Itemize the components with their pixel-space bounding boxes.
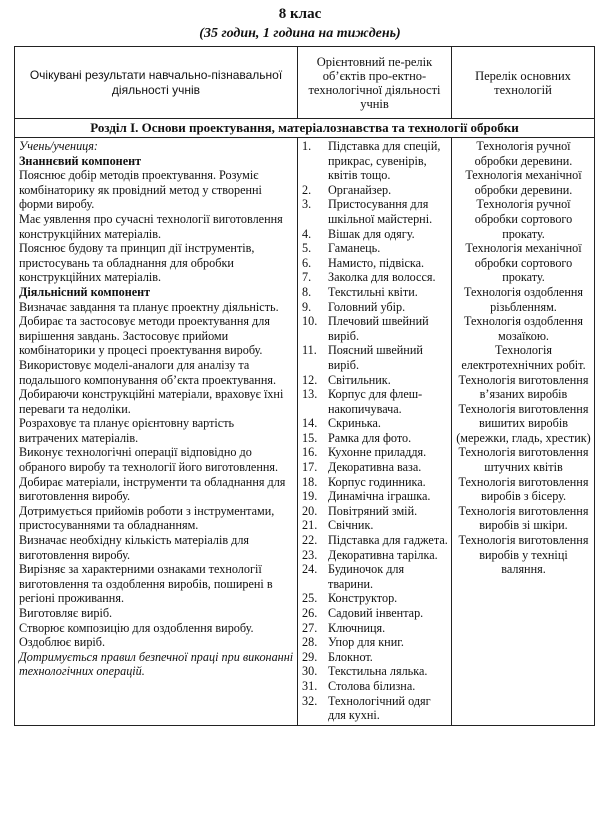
object-item [302,664,448,679]
object-item [302,679,448,694]
object-text: Декоративна тарілка. [328,547,438,562]
object-item [302,635,448,650]
section-row [15,119,595,138]
result-item: Дотримується правил безпечної праці при виконанні технологічних операцій. [19,649,294,679]
result-item: Учень/учениця: [19,139,98,153]
result-item: Добирає та застосовує методи проектування для вирішення завдань. Застосовує прийоми комбінаторики у процесі проектування виробу. [19,314,270,358]
technology-item: Технологія електротехнічних робіт. [461,343,586,372]
object-number: 9. [302,299,312,314]
object-text: Намисто, підвіска. [328,255,425,270]
result-item: Використовує моделі-аналоги для аналізу та подальшого компонування об’єкта проектування. [19,357,277,387]
header-row [15,47,595,119]
object-number: 15. [302,430,318,445]
object-number: 6. [302,255,312,270]
results-cell [15,138,298,726]
object-number: 25. [302,591,318,606]
curriculum-table [14,46,595,726]
object-item [302,475,448,490]
object-text: Текстильна лялька. [328,664,428,679]
result-item: Визначає завдання та планує проектну діяльність. [19,299,279,314]
object-number: 23. [302,547,318,562]
object-item [302,504,448,519]
object-text: Корпус для флеш-накопичувача. [328,387,423,416]
page-subtitle: (35 годин, 1 година на тиждень) [199,26,401,41]
object-item [302,548,448,563]
object-text: Ключниця. [328,620,386,635]
object-number: 20. [302,503,318,518]
column-header-objects: Орієнтовний пе-релік об’єктів про-ектно-технологічної діяльності учнів [298,47,452,119]
technology-item: Технологія ручної обробки сортового прокату. [474,197,573,241]
object-number: 32. [302,693,318,708]
object-text: Столова білизна. [328,678,416,693]
object-text: Поясний швейний виріб. [328,343,423,372]
object-number: 1. [302,139,312,153]
object-text: Корпус годинника. [328,474,426,489]
object-number: 7. [302,270,312,285]
object-item [302,621,448,636]
object-text: Динамічна іграшка. [328,489,431,504]
object-number: 19. [302,489,318,504]
object-text: Повітряний змій. [328,503,418,518]
object-text: Свічник. [328,518,374,533]
object-item [302,227,448,242]
object-item [302,445,448,460]
object-number: 24. [302,562,318,577]
object-number: 10. [302,314,318,329]
object-item [302,183,448,198]
result-item: Визначає необхідну кількість матеріалів для виготовлення виробу. [19,533,250,562]
technologies-cell [452,138,595,726]
object-item [302,241,448,256]
result-item: Пояснює будову та принцип дії інструментів, пристосувань та обладнання для обробки конструкційних матеріалів. [19,241,255,285]
object-item [302,387,448,416]
object-item [302,416,448,431]
technology-item: Технологія оздоблення мозаїкою. [463,314,583,343]
objects-list [302,139,448,723]
object-number: 12. [302,372,318,387]
object-number: 28. [302,635,318,650]
technology-item: Технологія виготовлення виробів з бісеру. [458,474,589,504]
object-item [302,314,448,343]
object-item [302,197,448,226]
technology-item: Технологія механічної обробки сортового прокату. [465,241,582,285]
component-heading: Діяльнісний компонент [19,284,151,299]
object-item [302,694,448,723]
object-item [302,373,448,388]
object-number: 4. [302,226,312,241]
object-text: Технологічний одяг для кухні. [328,693,431,723]
object-item [302,562,448,591]
result-item: Розраховує та планує орієнтовну вартість витрачених матеріалів. [19,416,235,445]
technology-item: Технологія оздоблення різьбленням. [463,284,583,314]
object-number: 22. [302,533,318,548]
object-number: 21. [302,518,318,533]
object-number: 2. [302,182,312,197]
object-text: Рамка для фото. [328,430,412,445]
result-item: Виконує технологічні операції відповідно до обраного виробу та технології його виготовлення. [19,445,279,475]
technology-item: Технологія виготовлення вишитих виробів (мережки, гладь, хрестик) [456,401,591,445]
technology-item: Технологія ручної обробки деревини. [474,139,573,168]
object-text: Скринька. [328,416,381,431]
object-item [302,591,448,606]
object-item [302,518,448,533]
object-number: 3. [302,197,312,212]
object-number: 26. [302,606,318,620]
object-text: Садовий інвентар. [328,606,424,620]
object-text: Підставка для спецій, прикрас, сувенірів, квітів тощо. [328,139,441,183]
object-number: 29. [302,649,318,664]
object-item [302,533,448,548]
object-item [302,256,448,271]
object-text: Конструктор. [328,591,398,606]
object-text: Головний убір. [328,299,406,314]
result-item: Створює композицію для оздоблення виробу. Оздоблює виріб. [19,620,254,650]
objects-cell [298,138,452,726]
object-item [302,489,448,504]
technology-item: Технологія виготовлення штучних квітів [458,445,589,475]
object-number: 30. [302,664,318,679]
object-number: 17. [302,460,318,475]
object-text: Плечовий швейний виріб. [328,314,429,343]
result-item: Добирає матеріали, інструменти та обладнання для виготовлення виробу. [19,474,286,504]
technology-item: Технологія виготовлення в’язаних виробів [458,372,589,402]
object-text: Гаманець. [328,241,381,256]
object-text: Будиночок для тварини. [328,562,405,591]
result-item: Виготовляє виріб. [19,606,113,620]
object-text: Декоративна ваза. [328,460,422,475]
object-number: 27. [302,620,318,635]
column-header-results: Очікувані результати навчально-пізнавальної діяльності учнів [15,47,298,119]
object-item [302,285,448,300]
component-heading: Знаннєвий компонент [19,153,142,168]
section-title: Розділ І. Основи проектування, матеріалознавства та технології обробки [15,119,595,138]
object-text: Вішак для одягу. [328,226,415,241]
object-item [302,606,448,621]
object-item [302,431,448,446]
object-text: Блокнот. [328,649,373,664]
column-header-technologies: Перелік основних технологій [452,47,595,119]
object-number: 13. [302,387,318,402]
object-item [302,650,448,665]
object-text: Підставка для гаджета. [328,533,448,548]
object-text: Пристосування для шкільної майстерні. [328,197,433,226]
content-row [15,138,595,726]
object-item [302,139,448,183]
object-number: 14. [302,416,318,431]
object-item [302,270,448,285]
technology-item: Технологія механічної обробки деревини. [465,168,582,197]
result-item: Дотримується прийомів роботи з інструментами, пристосуваннями та обладнанням. [19,503,275,533]
result-item: Добираючи конструкційні матеріали, враховує їхні переваги та недоліки. [19,387,284,416]
object-text: Заколка для волосся. [328,270,436,285]
object-text: Кухонне приладдя. [328,445,427,460]
object-text: Органайзер. [328,182,392,197]
object-item [302,300,448,315]
result-item: Пояснює добір методів проектування. Розуміє комбінаторику як провідний метод у створенні форми виробу. [19,168,262,212]
result-item: Має уявлення про сучасні технології виготовлення конструкційних матеріалів. [19,211,283,241]
object-item [302,343,448,372]
object-number: 8. [302,284,312,299]
object-number: 5. [302,241,312,256]
page-title: 8 клас [278,6,322,22]
technology-item: Технологія виготовлення виробів зі шкіри. [458,503,589,533]
result-item: Вирізняє за характерними ознаками технології виготовлення та оздоблення виробів, поширені в регіоні проживання. [19,562,273,606]
object-item [302,460,448,475]
object-number: 31. [302,678,318,693]
object-number: 16. [302,445,318,460]
object-text: Упор для книг. [328,635,404,650]
object-text: Текстильні квіти. [328,284,418,299]
object-text: Світильник. [328,372,391,387]
object-number: 11. [302,343,317,358]
technology-item: Технологія виготовлення виробів у техніці валяння. [458,533,589,577]
object-number: 18. [302,474,318,489]
